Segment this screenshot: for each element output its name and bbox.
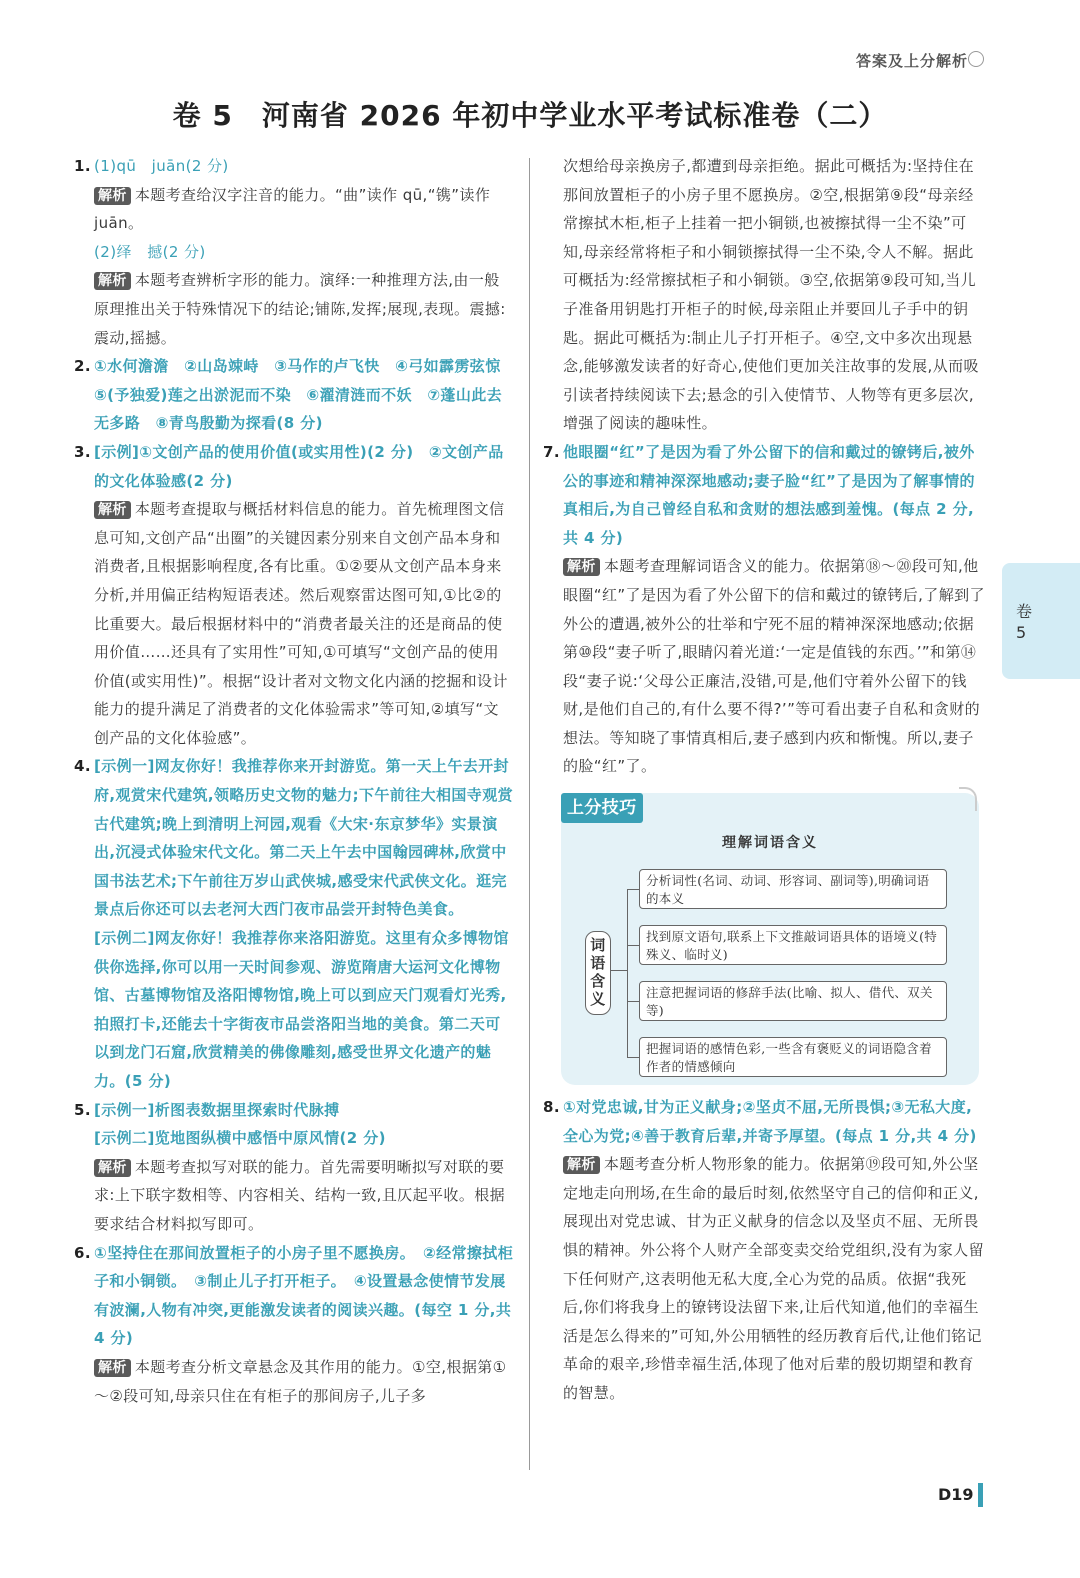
mindmap-root: 词语含义 bbox=[585, 931, 611, 1015]
explanation-3: 解析 本题考查提取与概括材料信息的能力。首先梳理图文信息可知,文创产品“出圈”的关键因素分别来自文创产品本身和消费者,且根据影响程度,各有比重。①②要从文创产品本身来分析,并用偏正结构短语表述。然后观察雷达图可知,①比②的比重要大。最后根据材料中的“消费者最关注的还是商品的使用价值……还具有了实用性”可知,①可填写“文创产品的使用价值(或实用性)”。根据“设计者对文物文化内涵的挖掘和设计能力的提升满足了消费者的文化体验需求”等可知,②填写“文创产品的文化体验感”。 bbox=[94, 500, 508, 747]
question-4 bbox=[74, 752, 514, 1095]
question-number: 2. bbox=[74, 357, 91, 376]
page-number-bar bbox=[978, 1483, 983, 1507]
explanation-6-continued: 次想给母亲换房子,都遭到母亲拒绝。据此可概括为:坚持住在那间放置柜子的小房子里不愿换房。②空,根据第⑨段“母亲经常擦拭木柜,柜子上挂着一把小铜锁,也被擦拭得一尘不染”可知,母亲经常将柜子和小铜锁擦拭得一尘不染,令人不解。据此可概括为:经常擦拭柜子和小铜锁。③空,依据第⑨段可知,当儿子准备用钥匙打开柜子的时候,母亲阻止并要回儿子手中的钥匙。据此可概括为:制止儿子打开柜子。④空,文中多次出现悬念,能够激发读者的好奇心,使他们更加关注故事的发展,从而吸引读者持续阅读下去;悬念的引入使情节、人物等有更多层次,增强了阅读的趣味性。 bbox=[563, 157, 979, 433]
side-tab-label: 卷 bbox=[1016, 602, 1033, 621]
question-7 bbox=[543, 438, 987, 781]
answer-8: ①对党忠诚,甘为正义献身;②坚贞不屈,无所畏惧;③无私大度,全心为党;④善于教育后辈,并寄予厚望。(每点 1 分,共 4 分) bbox=[563, 1098, 977, 1145]
left-column bbox=[74, 152, 517, 1410]
analysis-tag: 解析 bbox=[563, 1156, 600, 1174]
mindmap-connector bbox=[611, 970, 627, 971]
question-1 bbox=[74, 152, 514, 352]
answer-6: ①坚持住在那间放置柜子的小房子里不愿换房。 ②经常擦拭柜子和小铜锁。 ③制止儿子打开柜子。 ④设置悬念使情节发展有波澜,人物有冲突,更能激发读者的阅读兴趣。(每空 1 分,共 4 分) bbox=[94, 1243, 514, 1348]
mindmap-connector bbox=[627, 945, 639, 946]
tip-title: 上分技巧 bbox=[561, 793, 643, 823]
explanation-7: 解析 本题考查理解词语含义的能力。依据第⑱～⑳段可知,他眼圈“红”了是因为看了外公留下的信和戴过的镣铐后,了解到了外公的遭遇,被外公的壮举和宁死不屈的精神深深地感动;依据第⑩段“妻子听了,眼睛闪着光道:‘一定是值钱的东西。’”和第⑭段“妻子说:‘父母公正廉洁,没错,可是,他们守着外公留下的钱财,是他们自己的,有什么要不得?’”等可看出妻子自私和贪财的想法。等知晓了事情真相后,妻子感到内疚和惭愧。所以,妻子的脸“红”了。 bbox=[563, 557, 985, 776]
section-label: 答案及上分解析 bbox=[855, 52, 968, 70]
answer-1-2: (2)绎 撼(2 分) bbox=[94, 242, 206, 261]
volume-side-tab bbox=[1002, 563, 1080, 679]
answer-7: 他眼圈“红”了是因为看了外公留下的信和戴过的镣铐后,被外公的事迹和精神深深地感动;妻子脸“红”了是因为了解事情的真相后,为自己曾经自私和贪财的想法感到羞愧。(每点 2 分,共 4 分) bbox=[563, 442, 975, 547]
mindmap-branch: 注意把握词语的修辞手法(比喻、拟人、借代、双关等) bbox=[639, 981, 947, 1021]
explanation-6: 解析 本题考查分析文章悬念及其作用的能力。①空,根据第①～②段可知,母亲只住在有柜子的那间房子,儿子多 bbox=[94, 1357, 507, 1405]
mindmap-spine bbox=[627, 889, 628, 1057]
answer-5-2: [示例二]览地图纵横中感悟中原风情(2 分) bbox=[94, 1129, 386, 1148]
question-number: 8. bbox=[543, 1098, 560, 1117]
mindmap-connector bbox=[627, 1057, 639, 1058]
page-number: D19 bbox=[938, 1485, 974, 1504]
tip-box bbox=[561, 793, 979, 1085]
mindmap-branch: 分析词性(名词、动词、形容词、副词等),明确词语的本义 bbox=[639, 869, 947, 909]
analysis-tag: 解析 bbox=[94, 187, 131, 205]
mindmap-branch: 把握词语的感情色彩,一些含有褒贬义的词语隐含着作者的情感倾向 bbox=[639, 1037, 947, 1077]
question-2 bbox=[74, 352, 517, 438]
question-6 bbox=[74, 1239, 514, 1411]
analysis-tag: 解析 bbox=[94, 1359, 131, 1377]
analysis-tag: 解析 bbox=[94, 1159, 131, 1177]
question-number: 3. bbox=[74, 442, 91, 461]
explanation-1-2: 解析 本题考查辨析字形的能力。演绎:一种推理方法,由一般原理推出关于特殊情况下的结论;铺陈,发挥;展现,表现。震撼:震动,摇撼。 bbox=[94, 271, 506, 347]
answer-5-1: [示例一]析图表数据里探索时代脉搏 bbox=[94, 1100, 340, 1119]
question-number: 5. bbox=[74, 1100, 91, 1119]
mindmap-connector bbox=[627, 889, 639, 890]
section-circle-icon bbox=[968, 51, 984, 67]
tip-subtitle: 理解词语含义 bbox=[722, 835, 818, 852]
explanation-8: 解析 本题考查分析人物形象的能力。依据第⑲段可知,外公坚定地走向刑场,在生命的最后时刻,依然坚守自己的信仰和正义,展现出对党忠诚、甘为正义献身的信念以及坚贞不屈、无所畏惧的精神。外公将个人财产全部变卖交给党组织,没有为家人留下任何财产,这表明他无私大度,全心为党的品质。依据“我死后,你们将我身上的镣铐设法留下来,让后代知道,他们的幸福生活是怎么得来的”可知,外公用牺牲的经历教育后代,让他们铭记革命的艰辛,珍惜幸福生活,体现了他对后辈的殷切期望和教育的智慧。 bbox=[563, 1155, 984, 1402]
answer-2: ①水何澹澹 ②山岛竦峙 ③马作的卢飞快 ④弓如霹雳弦惊 ⑤(予独爱)莲之出淤泥而不染 ⑥濯清涟而不妖 ⑦蓬山此去无多路 ⑧青鸟殷勤为探看(8 分) bbox=[94, 357, 517, 433]
page-curl-icon bbox=[959, 787, 977, 811]
analysis-tag: 解析 bbox=[563, 558, 600, 576]
side-tab-number: 5 bbox=[1016, 623, 1027, 642]
mindmap-connector bbox=[627, 1001, 639, 1002]
mindmap-branch: 找到原文语句,联系上下文推敲词语具体的语境义(特殊义、临时义) bbox=[639, 925, 947, 965]
explanation-5: 解析 本题考查拟写对联的能力。首先需要明晰拟写对联的要求:上下联字数相等、内容相关、结构一致,且仄起平收。根据要求结合材料拟写即可。 bbox=[94, 1157, 506, 1233]
question-number: 4. bbox=[74, 757, 91, 776]
right-column bbox=[543, 152, 987, 1408]
question-8 bbox=[543, 1093, 987, 1408]
page-title: 卷 5 河南省 2026 年初中学业水平考试标准卷（二） bbox=[172, 99, 888, 132]
question-number: 7. bbox=[543, 442, 560, 461]
answer-3: [示例]①文创产品的使用价值(或实用性)(2 分) ②文创产品的文化体验感(2 分) bbox=[94, 442, 504, 490]
question-3 bbox=[74, 438, 514, 753]
column-divider bbox=[529, 158, 530, 1470]
explanation-1-1: 解析 本题考查给汉字注音的能力。“曲”读作 qū,“镌”读作 juān。 bbox=[94, 185, 491, 233]
analysis-tag: 解析 bbox=[94, 501, 131, 519]
question-number: 1. bbox=[74, 157, 91, 175]
answer-1-1: (1)qū juān(2 分) bbox=[94, 157, 229, 175]
question-number: 6. bbox=[74, 1243, 91, 1262]
question-5 bbox=[74, 1096, 514, 1239]
answer-4-2: [示例二]网友你好！我推荐你来洛阳游览。这里有众多博物馆供你选择,你可以用一天时间参观、游览隋唐大运河文化博物馆、古墓博物馆及洛阳博物馆,晚上可以到应天门观看灯光秀,拍照打卡,还能去十字街夜市品尝洛阳当地的美食。第二天可以到龙门石窟,欣赏精美的佛像雕刻,感受世界文化遗产的魅力。(5 分) bbox=[94, 929, 509, 1090]
answer-4-1: [示例一]网友你好！我推荐你来开封游览。第一天上午去开封府,观赏宋代建筑,领略历史文物的魅力;下午前往大相国寺观赏古代建筑;晚上到清明上河园,观看《大宋·东京梦华》实景演出,沉浸式体验宋代文化。第二天上午去中国翰园碑林,欣赏中国书法艺术;下午前往万岁山武侠城,感受宋代武侠文化。逛完景点后你还可以去老河大西门夜市品尝开封特色美食。 bbox=[94, 757, 513, 919]
analysis-tag: 解析 bbox=[94, 272, 131, 290]
